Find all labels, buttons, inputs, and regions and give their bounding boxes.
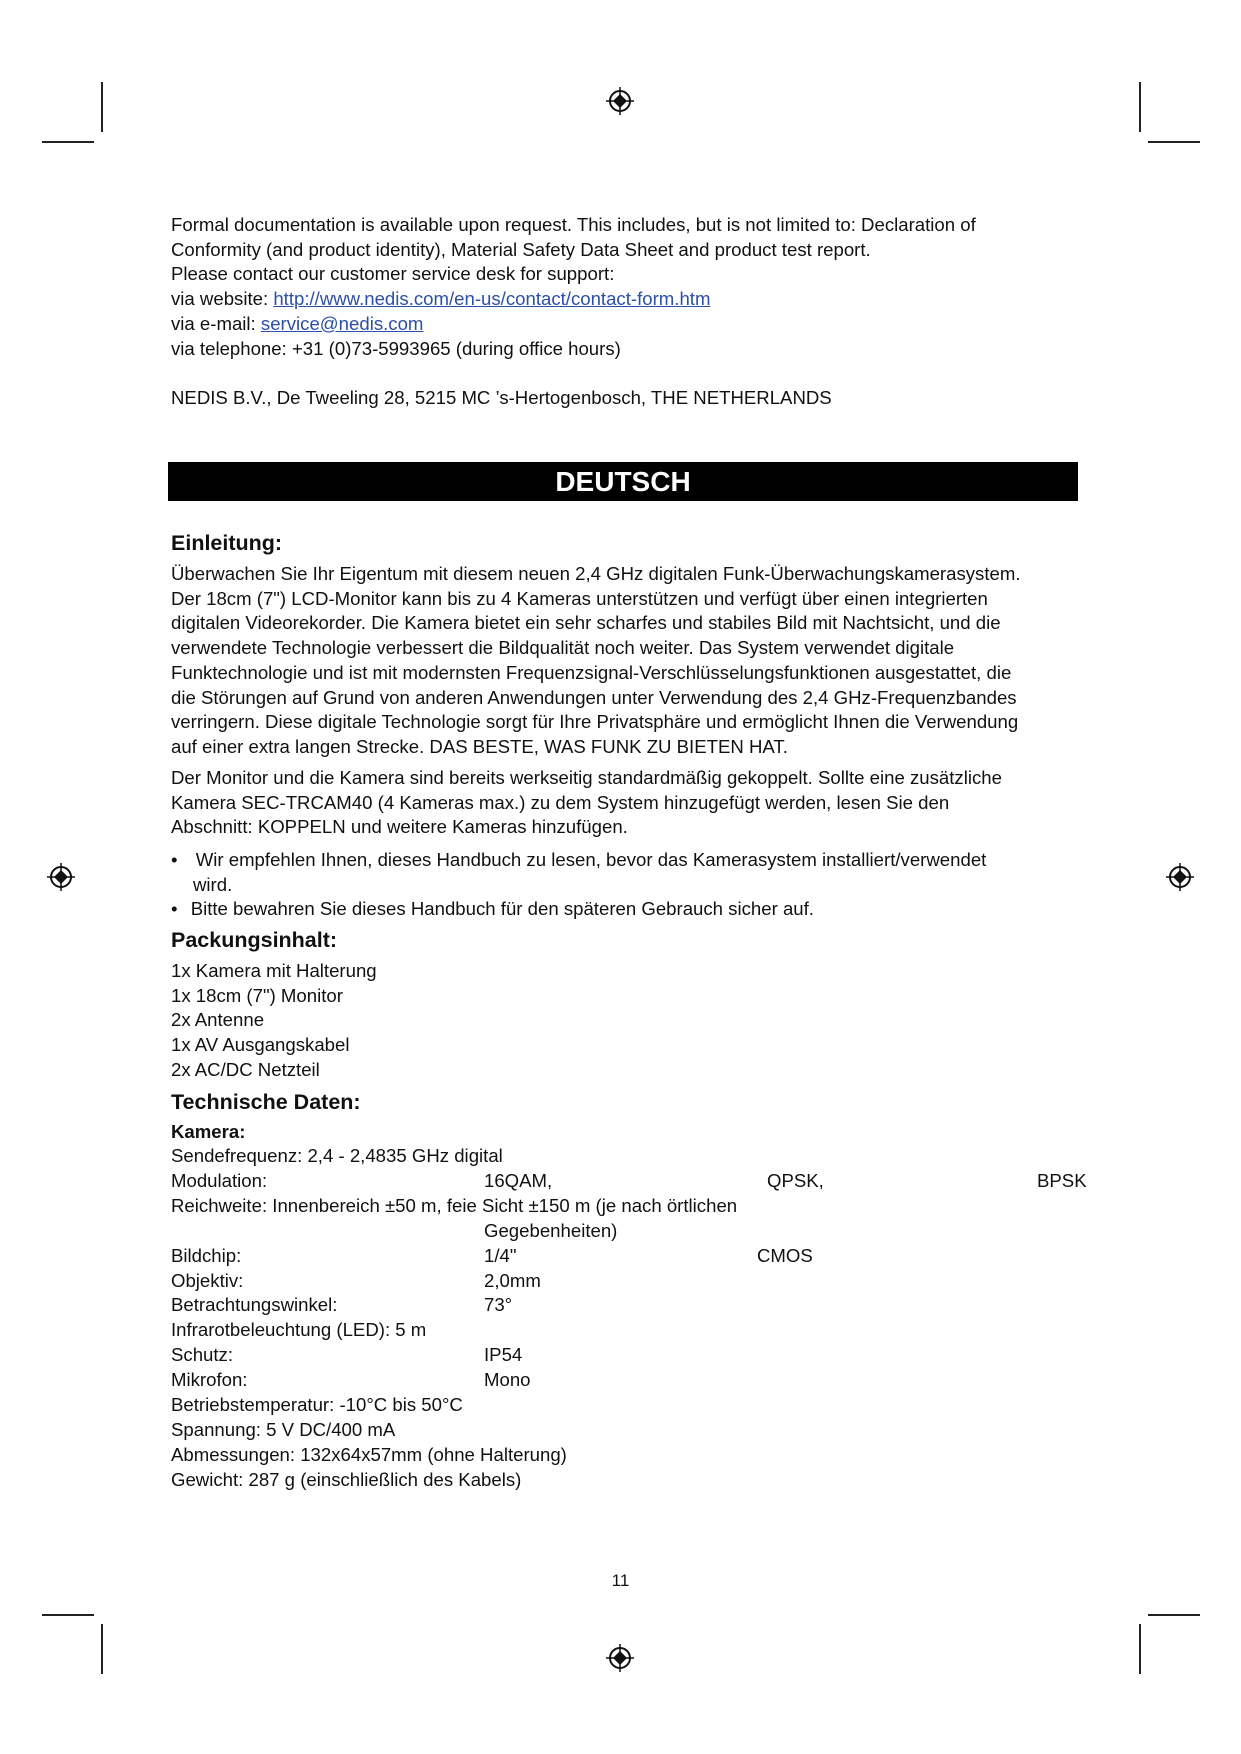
specs-heading: Technische Daten: (171, 1090, 361, 1114)
bullet-1-continuation: wird. (193, 874, 233, 895)
spec-reichweite: Reichweite: Innenbereich ±50 m, feie Sicht ±150 m (je nach örtlichen (171, 1195, 738, 1216)
spec-bildchip-label: Bildchip: (171, 1245, 242, 1266)
package-list (171, 959, 1091, 1083)
bullet-mark: • (171, 849, 178, 870)
website-label: via website: (171, 288, 274, 310)
crop-mark-bottom-left-horizontal (42, 1614, 94, 1616)
spec-schutz-value: IP54 (484, 1344, 523, 1365)
intro-para1-line: die Störungen auf Grund von anderen Anwendungen unter Verwendung des 2,4 GHz-Frequenzbandes (171, 686, 1017, 708)
spec-objektiv-label: Objektiv: (171, 1270, 244, 1291)
spec-spannung: Spannung: 5 V DC/400 mA (171, 1419, 396, 1440)
crop-mark-top-right-horizontal (1148, 141, 1200, 143)
intro-para1-line: verringern. Diese digitale Technologie sorgt für Ihre Privatsphäre und ermöglicht Ihnen die Verwendung (171, 711, 1019, 733)
spec-sendefrequenz: Sendefrequenz: 2,4 - 2,4835 GHz digital (171, 1145, 503, 1166)
spec-reichweite-continuation: Gegebenheiten) (484, 1220, 618, 1241)
company-address: NEDIS B.V., De Tweeling 28, 5215 MC ’s-Hertogenbosch, THE NETHERLANDS (171, 387, 832, 408)
contact-email (171, 312, 976, 337)
spec-winkel-label: Betrachtungswinkel: (171, 1294, 338, 1315)
crop-mark-top-left-vertical (101, 82, 103, 132)
crop-mark-bottom-right-vertical (1139, 1624, 1141, 1674)
list-item: 1x AV Ausgangskabel (171, 1034, 350, 1056)
contact-line-2: Conformity (and product identity), Material Safety Data Sheet and product test report. (171, 238, 871, 260)
spec-schutz-label: Schutz: (171, 1344, 234, 1365)
spec-modulation-label: Modulation: (171, 1170, 268, 1191)
crop-mark-top-left-horizontal (42, 141, 94, 143)
crop-mark-top-right-vertical (1139, 82, 1141, 132)
contact-block (171, 213, 976, 361)
list-item: 1x Kamera mit Halterung (171, 960, 377, 981)
spec-gewicht: Gewicht: 287 g (einschließlich des Kabels) (171, 1469, 522, 1490)
bullet-item-1 (171, 848, 986, 873)
intro-para1-line: Der 18cm (7") LCD-Monitor kann bis zu 4 Kameras unterstützen und verfügt über einen integrierten (171, 587, 988, 609)
specs-subheading: Kamera: (171, 1121, 246, 1142)
contact-website (171, 287, 976, 312)
registration-mark-icon (1165, 862, 1195, 892)
website-link[interactable]: http://www.nedis.com/en-us/contact/contact-form.htm (273, 288, 711, 310)
spec-bildchip-value-1: 1/4" (484, 1245, 517, 1266)
list-item: 2x AC/DC Netzteil (171, 1058, 320, 1080)
spec-modulation-value-2: QPSK, (767, 1170, 824, 1191)
contact-line-3: Please contact our customer service desk for support: (171, 263, 615, 285)
registration-mark-icon (605, 1643, 635, 1673)
intro-heading: Einleitung: (171, 531, 283, 555)
contact-telephone: via telephone: +31 (0)73-5993965 (during office hours) (171, 337, 621, 359)
bullet-mark: • (171, 898, 178, 919)
spec-modulation-value-1: 16QAM, (484, 1170, 553, 1191)
list-item: 1x 18cm (7") Monitor (171, 984, 343, 1006)
intro-para2-line: Kamera SEC-TRCAM40 (4 Kameras max.) zu dem System hinzugefügt werden, lesen Sie den (171, 791, 950, 813)
intro-para2-line: Abschnitt: KOPPELN und weitere Kameras hinzufügen. (171, 816, 628, 838)
spec-mikrofon-label: Mikrofon: (171, 1369, 248, 1390)
intro-paragraph-2 (171, 766, 1091, 840)
contact-line-1: Formal documentation is available upon request. This includes, but is not limited to: Declaration of (171, 214, 976, 235)
spec-abmessungen: Abmessungen: 132x64x57mm (ohne Halterung) (171, 1444, 567, 1465)
spec-infrarot: Infrarotbeleuchtung (LED): 5 m (171, 1319, 427, 1340)
intro-para1-line: Überwachen Sie Ihr Eigentum mit diesem neuen 2,4 GHz digitalen Funk-Überwachungskamerasystem. (171, 563, 1021, 584)
spec-bildchip-value-2: CMOS (757, 1245, 813, 1266)
list-item: 2x Antenne (171, 1009, 265, 1031)
bullet-2-text: Bitte bewahren Sie dieses Handbuch für den späteren Gebrauch sicher auf. (190, 898, 814, 919)
intro-para1-line: auf einer extra langen Strecke. DAS BESTE, WAS FUNK ZU BIETEN HAT. (171, 735, 788, 757)
section-banner: DEUTSCH (168, 462, 1078, 501)
crop-mark-bottom-right-horizontal (1148, 1614, 1200, 1616)
spec-winkel-value: 73° (484, 1294, 513, 1315)
spec-mikrofon-value: Mono (484, 1369, 531, 1390)
email-link[interactable]: service@nedis.com (260, 312, 424, 334)
registration-mark-icon (46, 862, 76, 892)
crop-mark-bottom-left-vertical (101, 1624, 103, 1674)
email-label: via e-mail: (171, 312, 261, 334)
registration-mark-icon (605, 86, 635, 116)
intro-para1-line: digitalen Videorekorder. Die Kamera bietet ein sehr scharfes und stabiles Bild mit Nachtsicht, und die (171, 612, 1001, 634)
spec-temperatur: Betriebstemperatur: -10°C bis 50°C (171, 1394, 463, 1415)
spec-modulation-value-3: BPSK (1037, 1170, 1087, 1191)
intro-paragraph-1 (171, 562, 1091, 760)
page-number: 11 (611, 1571, 630, 1590)
intro-para1-line: Funktechnologie und ist mit modernsten Frequenzsignal-Verschlüsselungsfunktionen ausgestattet, die (171, 661, 1012, 683)
intro-para2-line: Der Monitor und die Kamera sind bereits werkseitig standardmäßig gekoppelt. Sollte eine zusätzliche (171, 767, 1002, 788)
bullet-1-line-1: Wir empfehlen Ihnen, dieses Handbuch zu lesen, bevor das Kamerasystem installiert/verwendet (195, 849, 987, 870)
bullet-item-2 (171, 897, 814, 922)
spec-objektiv-value: 2,0mm (484, 1270, 541, 1291)
intro-para1-line: verwendete Technologie verbessert die Bildqualität noch weiter. Das System verwendet digitale (171, 637, 955, 659)
package-heading: Packungsinhalt: (171, 928, 338, 952)
